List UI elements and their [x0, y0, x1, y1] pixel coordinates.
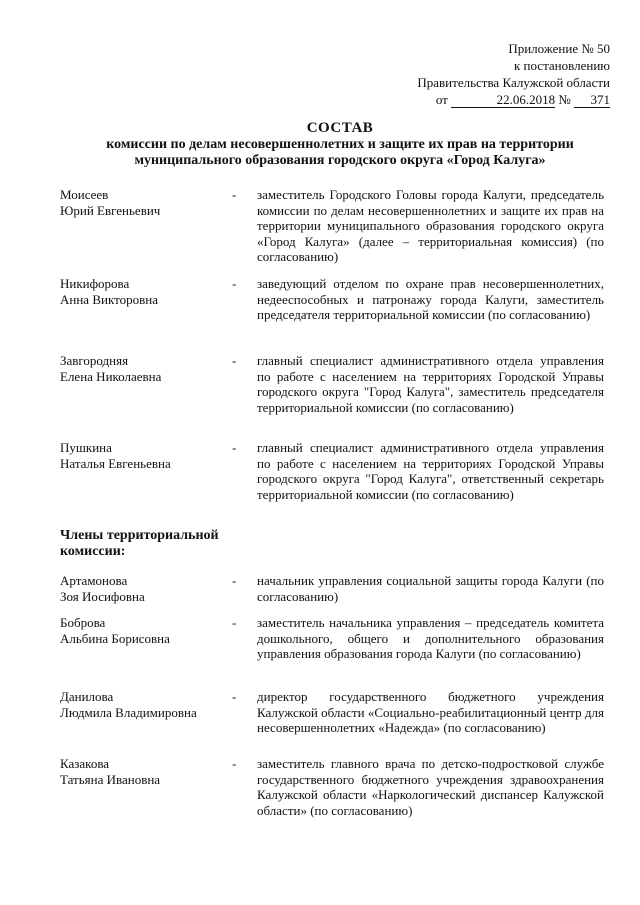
person-name: Завгородняя Елена Николаевна: [60, 353, 162, 384]
appendix-header: [417, 40, 610, 108]
person-name: Данилова Людмила Владимировна: [60, 689, 197, 720]
dash-separator: -: [232, 276, 237, 291]
appendix-to-resolution: к постановлению: [513, 58, 610, 73]
person-role: заведующий отделом по охране прав несовершеннолетних, недееспособных и патронажу города Калуги, заместитель председателя территориальной комиссии (по согласованию): [257, 276, 604, 322]
person-name: Пушкина Наталья Евгеньевна: [60, 440, 171, 471]
document-title: [40, 120, 640, 169]
person-name: Моисеев Юрий Евгеньевич: [60, 187, 161, 218]
appendix-date: 22.06.2018: [451, 93, 555, 108]
title-line-2: комиссии по делам несовершеннолетних и защите их прав на территории: [106, 137, 574, 152]
appendix-government: Правительства Калужской области: [417, 75, 610, 90]
dash-separator: -: [232, 353, 237, 368]
person-role: заместитель начальника управления – председатель комитета дошкольного, общего и дополнительного образования управления образования города Калуги (по согласованию): [257, 615, 604, 661]
person-role: заместитель Городского Головы города Калуги, председатель комиссии по делам несовершеннолетних и защите их прав на территории муниципального образования городского округа «Город Калуга» (далее – территориальная комиссия) (по согласованию): [257, 187, 604, 264]
person-role: главный специалист административного отдела управления по работе с населением на территориях Городской Управы городского округа "Город Калуга", ответственный секретарь территориальной комиссии (по согласованию): [257, 440, 604, 502]
dash-separator: -: [232, 573, 237, 588]
appendix-number: Приложение № 50: [508, 41, 610, 56]
person-name: Казакова Татьяна Ивановна: [60, 756, 161, 787]
person-role: начальник управления социальной защиты города Калуги (по согласованию): [257, 573, 604, 604]
appendix-number-value: 371: [574, 93, 610, 108]
dash-separator: -: [232, 615, 237, 630]
person-name: Боброва Альбина Борисовна: [60, 615, 170, 646]
title-main: СОСТАВ: [306, 120, 374, 136]
appendix-date-line: от 22.06.2018 № 371: [435, 92, 610, 107]
members-heading: Члены территориальной комиссии:: [60, 528, 219, 559]
dash-separator: -: [232, 689, 237, 704]
title-line-3: муниципального образования городского округа «Город Калуга»: [134, 153, 546, 168]
dash-separator: -: [232, 187, 237, 202]
person-name: Никифорова Анна Викторовна: [60, 276, 158, 307]
person-role: главный специалист административного отдела управления по работе с населением на территориях Городской Управы городского округа "Город Калуга", заместитель председателя территориальной комиссии (по согласованию): [257, 353, 604, 415]
dash-separator: -: [232, 440, 237, 455]
person-role: заместитель главного врача по детско-подростковой службе государственного бюджетного учреждения здравоохранения Калужской области «Наркологический диспансер Калужской области» (по согласованию): [257, 756, 604, 818]
dash-separator: -: [232, 756, 237, 771]
person-name: Артамонова Зоя Иосифовна: [60, 573, 145, 604]
person-role: директор государственного бюджетного учреждения Калужской области «Социально-реабилитационный центр для несовершеннолетних «Надежда» (по согласованию): [257, 689, 604, 735]
